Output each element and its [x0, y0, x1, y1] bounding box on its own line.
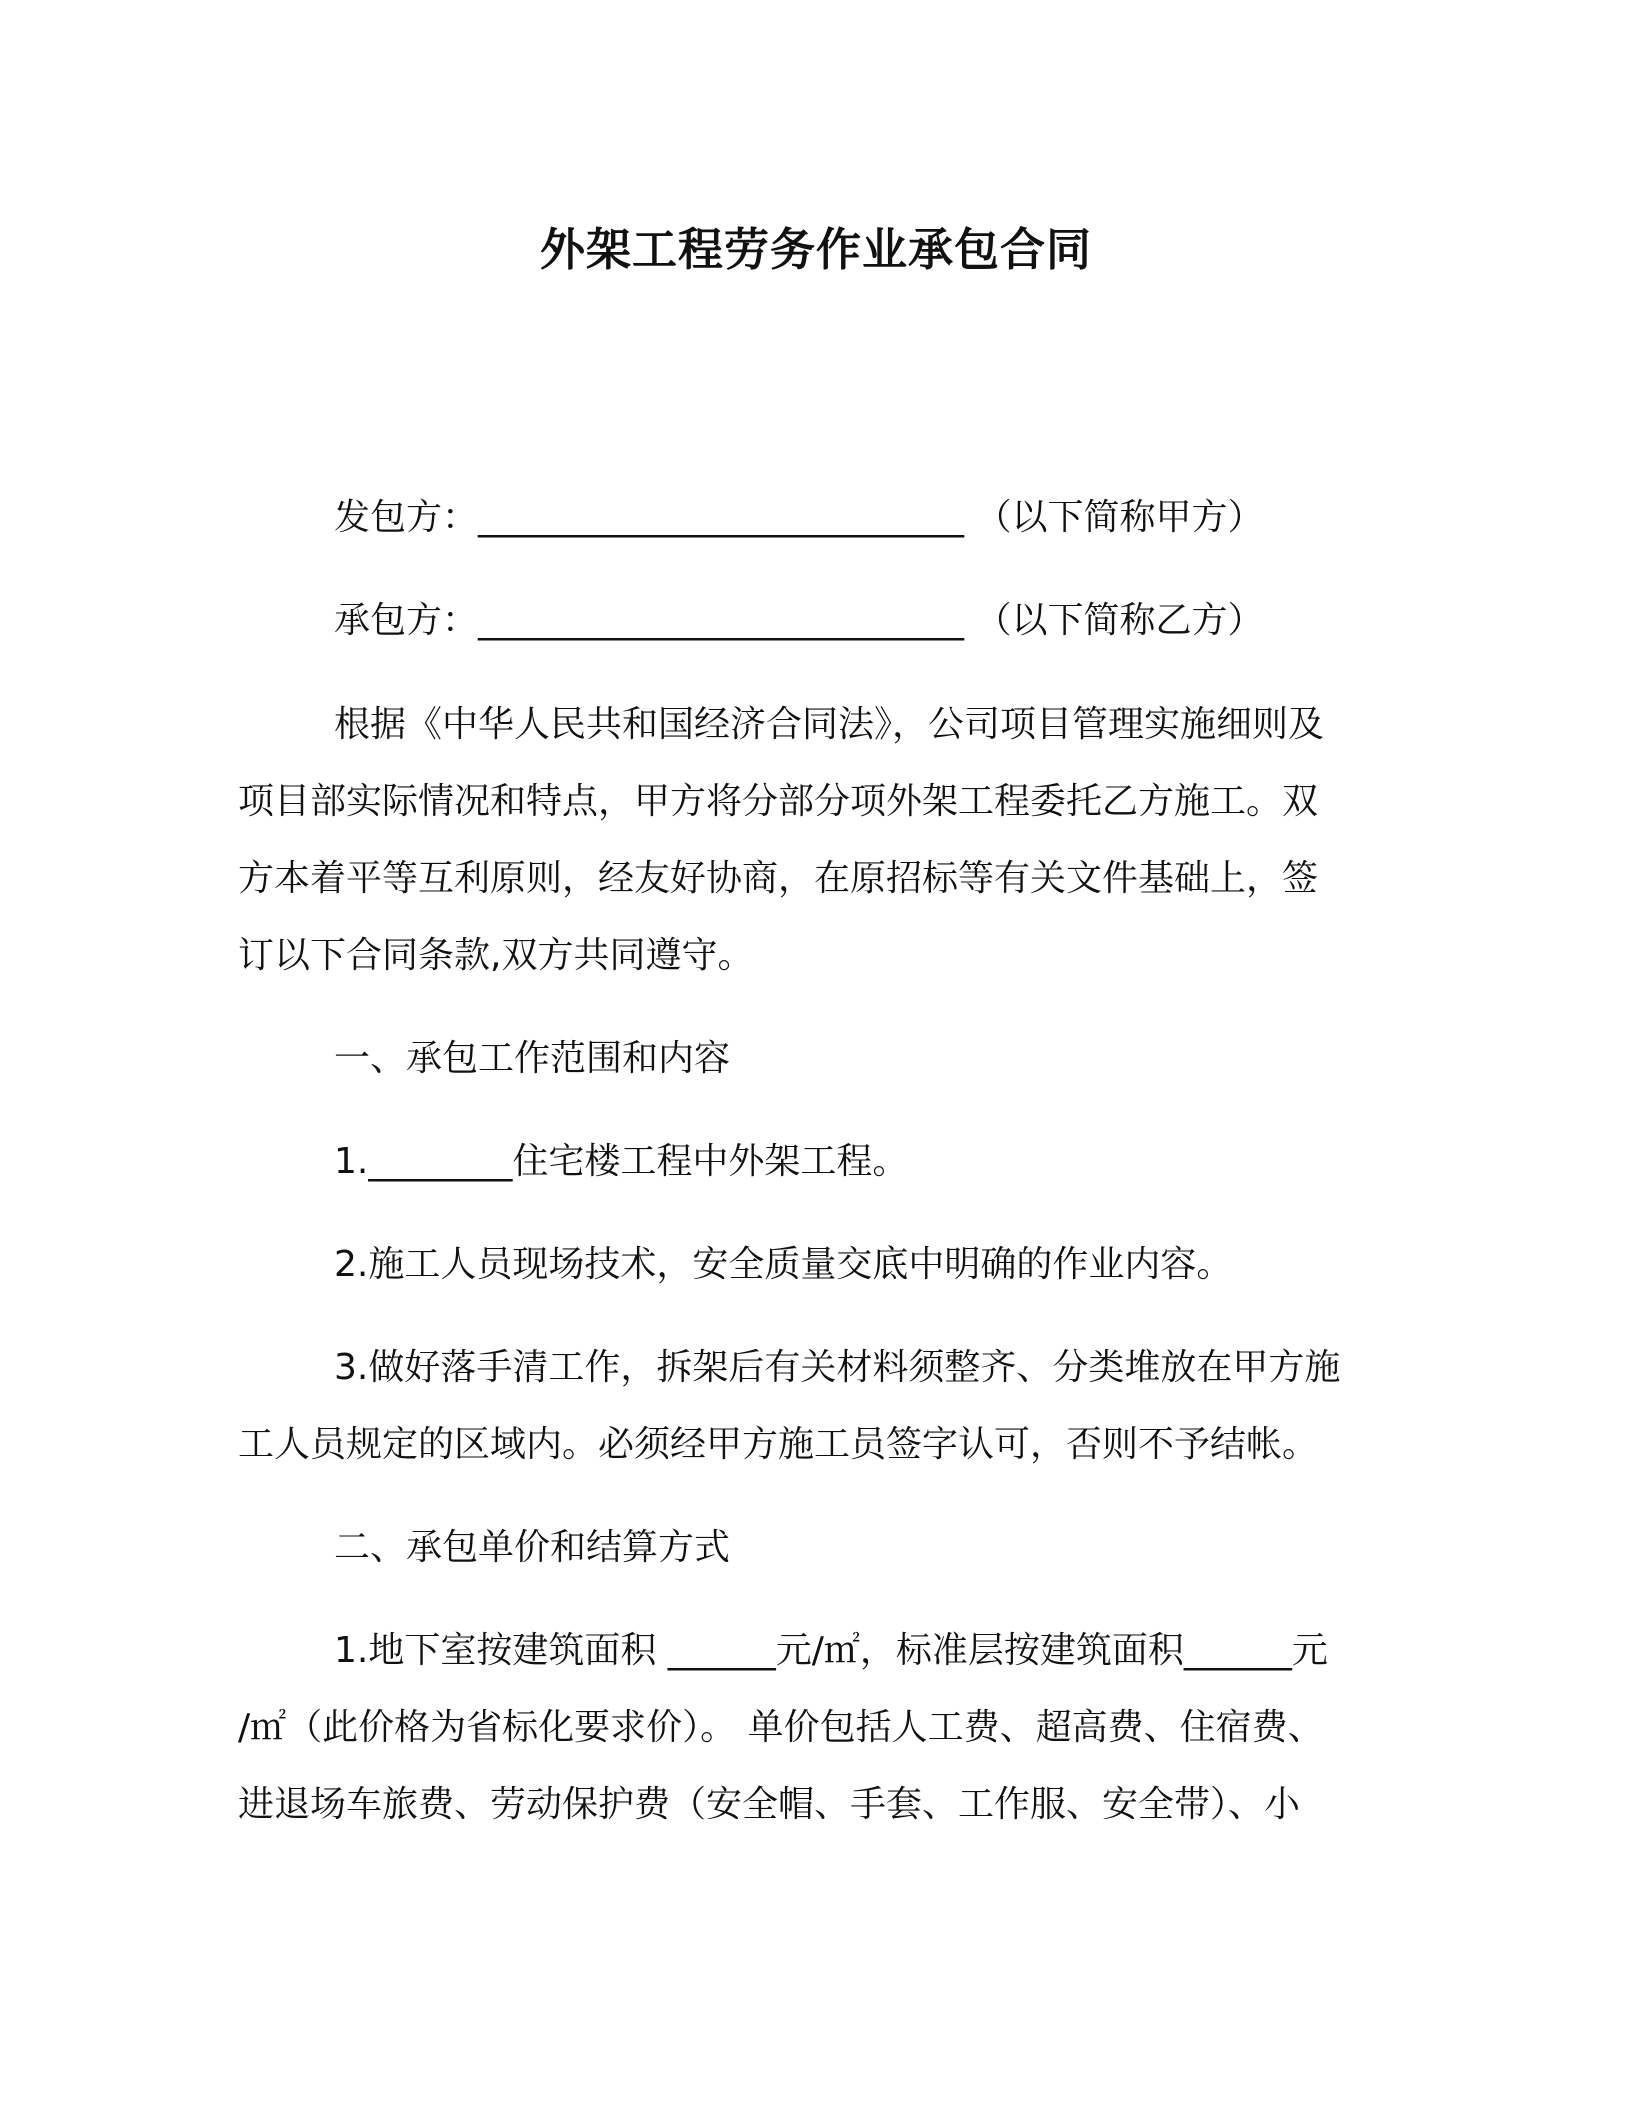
clause-item: 3.做好落手清工作，拆架后有关材料须整齐、分类堆放在甲方施	[334, 1347, 1341, 1388]
party-b-line: 承包方：___________________________ （以下简称乙方）	[334, 600, 1264, 641]
party-a-line: 发包方：___________________________ （以下简称甲方）	[334, 497, 1264, 538]
section-heading-1: 一、承包工作范围和内容	[334, 1038, 731, 1079]
paragraph-line: 项目部实际情况和特点，甲方将分部分项外架工程委托乙方施工。双	[238, 781, 1319, 822]
clause-item-continued: 进退场车旅费、劳动保护费（安全帽、手套、工作服、安全带）、小	[238, 1784, 1301, 1825]
clause-item: 1.________住宅楼工程中外架工程。	[334, 1141, 909, 1182]
section-heading-2: 二、承包单价和结算方式	[334, 1527, 731, 1568]
paragraph-line: 方本着平等互利原则，经友好协商，在原招标等有关文件基础上，签	[238, 858, 1319, 899]
clause-item: 1.地下室按建筑面积 ______元/㎡，标准层按建筑面积______元	[334, 1630, 1328, 1671]
paragraph-line: 订以下合同条款,双方共同遵守。	[238, 935, 754, 976]
paragraph-line: 根据《中华人民共和国经济合同法》，公司项目管理实施细则及	[334, 704, 1325, 745]
clause-item: 2.施工人员现场技术，安全质量交底中明确的作业内容。	[334, 1244, 1233, 1285]
document-title: 外架工程劳务作业承包合同	[539, 223, 1092, 276]
clause-item-continued: /㎡（此价格为省标化要求价）。 单价包括人工费、超高费、住宿费、	[238, 1707, 1324, 1748]
clause-item-continued: 工人员规定的区域内。必须经甲方施工员签字认可，否则不予结帐。	[238, 1424, 1319, 1465]
